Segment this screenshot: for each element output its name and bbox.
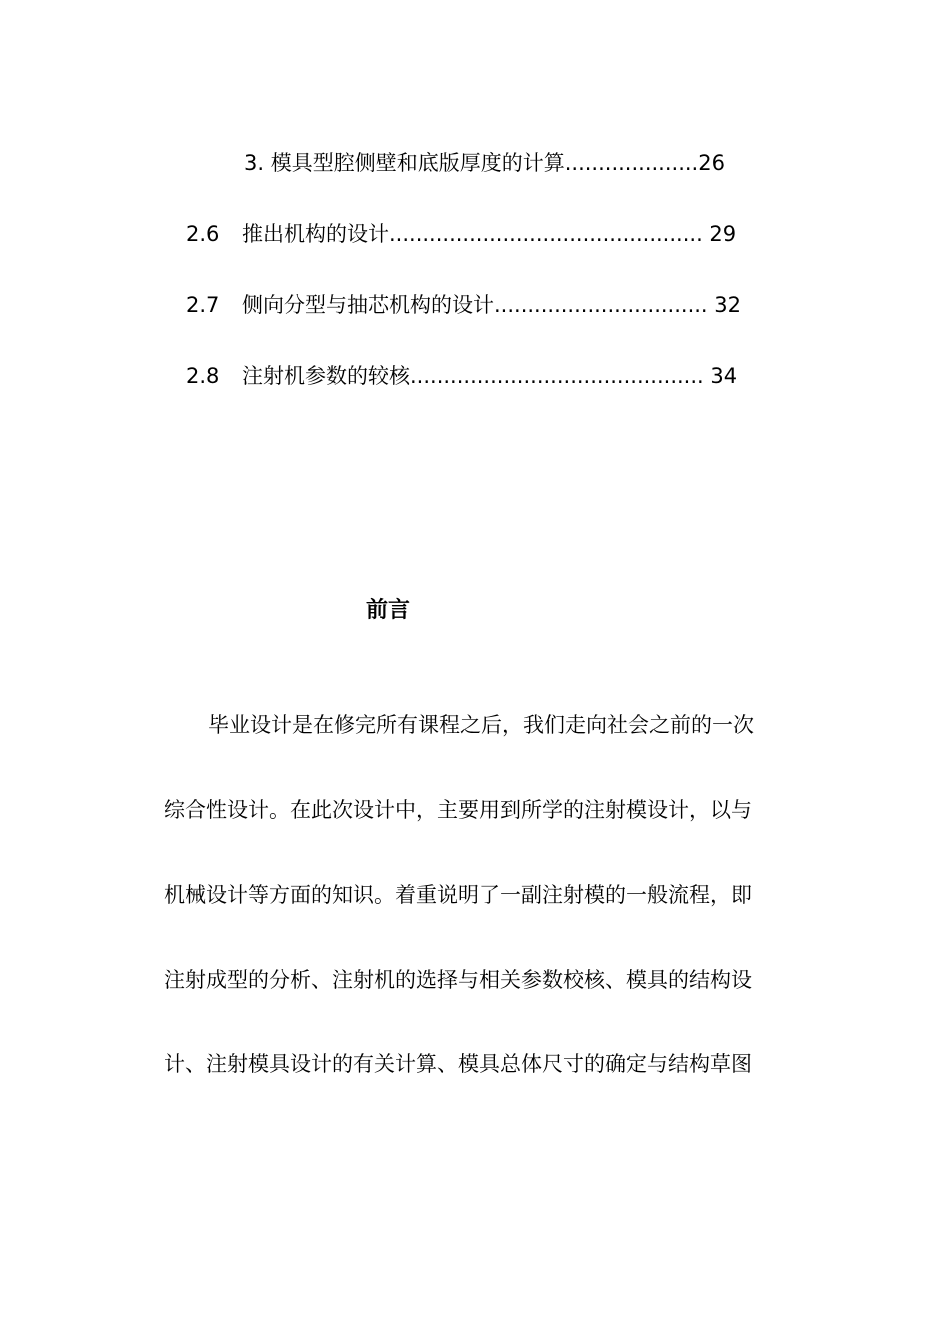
toc-entry-title: 侧向分型与抽芯机构的设计 bbox=[242, 293, 494, 317]
toc-entry[interactable] bbox=[186, 219, 736, 249]
toc-entry-title: 推出机构的设计 bbox=[242, 222, 389, 246]
toc-entry[interactable] bbox=[244, 148, 725, 178]
toc-entry[interactable] bbox=[186, 290, 741, 320]
toc-entry-leader: ................................ bbox=[494, 293, 708, 317]
toc-entry-leader: .................... bbox=[564, 151, 699, 175]
toc-entry-title: 注射机参数的较核 bbox=[242, 364, 410, 388]
toc-entry-page: 34 bbox=[703, 364, 738, 388]
preface-title: 前言 bbox=[366, 598, 411, 623]
toc-entry-page: 26 bbox=[698, 151, 725, 175]
toc-entry-number: 2.6 bbox=[186, 222, 220, 246]
paragraph-line: 综合性设计。在此次设计中，主要用到所学的注射模设计，以与 bbox=[164, 798, 752, 822]
toc-entry-page: 29 bbox=[702, 222, 737, 246]
paragraph-line: 计、注射模具设计的有关计算、模具总体尺寸的确定与结构草图 bbox=[164, 1052, 752, 1076]
toc-entry-leader: ............................................... bbox=[389, 222, 703, 246]
toc-entry-title: 3. 模具型腔侧壁和底版厚度的计算 bbox=[244, 151, 565, 175]
toc-entry-number: 2.8 bbox=[186, 364, 220, 388]
paragraph-line: 机械设计等方面的知识。着重说明了一副注射模的一般流程，即 bbox=[164, 883, 752, 907]
toc-entry-leader: ............................................ bbox=[410, 364, 704, 388]
toc-entry-number: 2.7 bbox=[186, 293, 220, 317]
toc-entry-page: 32 bbox=[707, 293, 742, 317]
paragraph-line: 毕业设计是在修完所有课程之后，我们走向社会之前的一次 bbox=[208, 713, 754, 737]
toc-entry[interactable] bbox=[186, 361, 737, 391]
paragraph-line: 注射成型的分析、注射机的选择与相关参数校核、模具的结构设 bbox=[164, 968, 752, 992]
